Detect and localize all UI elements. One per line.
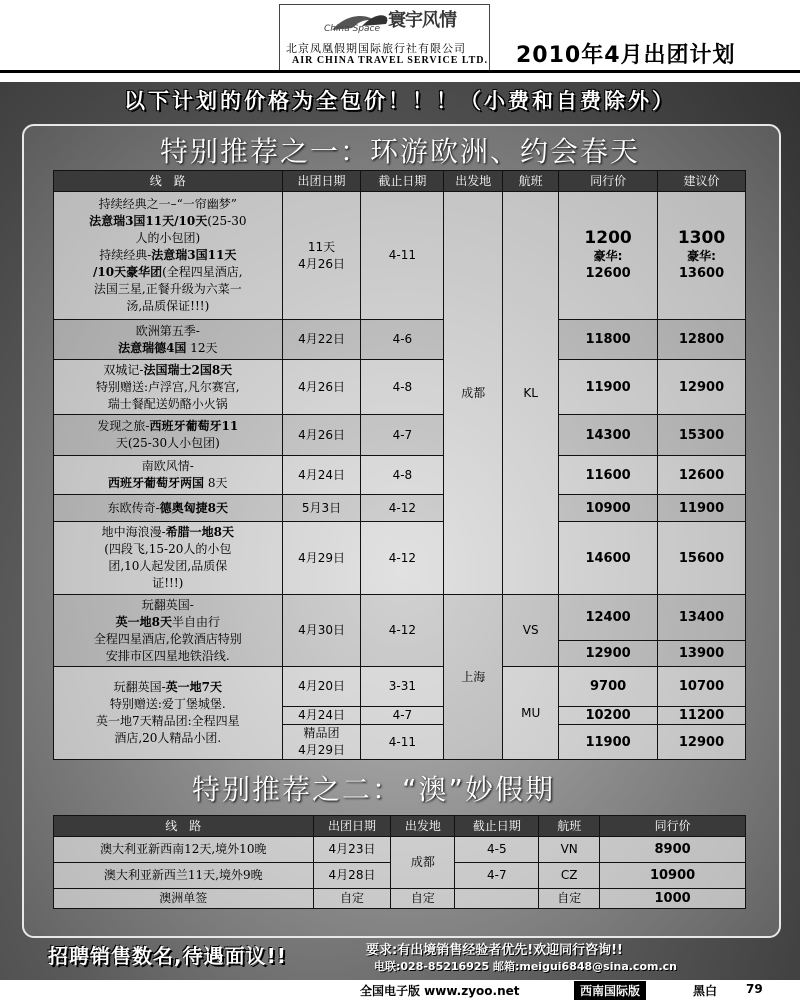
deadline-cell bbox=[455, 889, 539, 909]
table-header-row bbox=[54, 171, 746, 192]
header-peer-price: 同行价 bbox=[600, 816, 746, 837]
route-text: (全程四星酒店, bbox=[162, 265, 243, 279]
peer-price-cell: 12400 bbox=[559, 595, 658, 641]
route-text: 欧洲第五季- bbox=[135, 323, 200, 338]
suggested-price-cell: 12900 bbox=[658, 360, 746, 415]
peer-price-cell: 14300 bbox=[559, 415, 658, 456]
price-text: 1300 bbox=[677, 227, 726, 248]
peer-price-cell: 11900 bbox=[559, 725, 658, 760]
deadline-cell: 4-11 bbox=[361, 192, 444, 320]
date-cell: 4月30日 bbox=[282, 595, 361, 667]
route-text: 半自由行 bbox=[171, 614, 220, 629]
suggested-price-cell: 15300 bbox=[658, 415, 746, 456]
date-cell: 4月22日 bbox=[282, 320, 361, 360]
route-text: 法国瑞士2国8天 bbox=[143, 362, 233, 377]
section2-title: 特别推荐之二：“澳”妙假期 bbox=[192, 773, 556, 806]
route-text: 人的小包团) bbox=[135, 231, 201, 245]
flight-cell: VN bbox=[539, 837, 600, 863]
header-origin: 出发地 bbox=[444, 171, 503, 192]
page-number: 79 bbox=[746, 982, 763, 996]
route-text: 8天 bbox=[207, 476, 228, 490]
route-text: 酒店,20人精品小团. bbox=[114, 731, 222, 745]
suggested-price-cell: 15600 bbox=[658, 522, 746, 595]
route-text: 英一地7天精品团:全程四星 bbox=[95, 714, 240, 728]
logo-chinese-name: 寰宇风情 bbox=[388, 10, 456, 31]
date-cell: 4月26日 bbox=[282, 360, 361, 415]
route-text: 证!!!) bbox=[152, 576, 184, 590]
date-cell: 4月20日 bbox=[282, 667, 361, 707]
suggested-price-cell: 12800 bbox=[658, 320, 746, 360]
header-route: 线 路 bbox=[54, 171, 283, 192]
route-text: 南欧风情- bbox=[141, 459, 194, 473]
table-row bbox=[54, 495, 746, 522]
route-text: 法意瑞3国11天/10天 bbox=[89, 214, 208, 228]
date-cell: 4月24日 bbox=[282, 707, 361, 725]
table-row bbox=[54, 667, 746, 707]
route-text: (25-30 bbox=[207, 214, 247, 228]
route-text: 瑞士餐配送奶酪小火锅 bbox=[107, 396, 228, 411]
route-cell bbox=[54, 495, 283, 522]
deadline-cell: 4-6 bbox=[361, 320, 444, 360]
route-cell bbox=[54, 456, 283, 495]
route-cell: 澳大利亚新西南12天,境外10晚 bbox=[54, 837, 314, 863]
price-text: 13600 bbox=[678, 265, 725, 281]
route-text: (四段飞,15-20人的小包 bbox=[104, 542, 232, 556]
header-divider bbox=[0, 70, 800, 73]
flight-cell-vs: VS bbox=[503, 595, 559, 667]
date-cell: 5月3日 bbox=[282, 495, 361, 522]
table-row bbox=[54, 456, 746, 495]
header-suggested-price: 建议价 bbox=[658, 171, 746, 192]
route-cell bbox=[54, 415, 283, 456]
header-peer-price: 同行价 bbox=[559, 171, 658, 192]
origin-cell: 自定 bbox=[391, 889, 455, 909]
peer-price-cell: 12900 bbox=[559, 641, 658, 667]
route-text: 英一地8天 bbox=[115, 614, 172, 629]
price-label: 豪华: bbox=[687, 248, 716, 263]
deadline-cell: 4-7 bbox=[361, 415, 444, 456]
route-cell: 澳洲单签 bbox=[54, 889, 314, 909]
date-cell: 4月28日 bbox=[313, 863, 391, 889]
suggested-price-cell: 10700 bbox=[658, 667, 746, 707]
route-text: 东欧传奇- bbox=[107, 500, 160, 515]
route-text: 天(25-30人小包团) bbox=[115, 436, 220, 450]
route-cell bbox=[54, 667, 283, 760]
peer-price-cell: 14600 bbox=[559, 522, 658, 595]
header-deadline: 截止日期 bbox=[455, 816, 539, 837]
logo-english-small: China Space bbox=[324, 24, 380, 34]
route-cell bbox=[54, 360, 283, 415]
price-banner: 以下计划的价格为全包价！！！（小费和自费除外） bbox=[124, 89, 676, 113]
peer-price-cell: 10900 bbox=[559, 495, 658, 522]
peer-price-cell: 9700 bbox=[559, 667, 658, 707]
deadline-cell: 4-12 bbox=[361, 595, 444, 667]
date-cell bbox=[282, 725, 361, 760]
route-text: 玩翻英国- bbox=[113, 680, 166, 694]
route-text: 西班牙葡萄牙两国 bbox=[108, 476, 205, 490]
route-text: 西班牙葡萄牙11 bbox=[149, 419, 239, 433]
price-text: 1200 bbox=[584, 227, 632, 248]
peer-price-cell: 10200 bbox=[559, 707, 658, 725]
route-text: 汤,品质保证!!!) bbox=[126, 299, 210, 313]
route-text: 希腊一地8天 bbox=[165, 525, 234, 539]
peer-price-cell: 8900 bbox=[600, 837, 746, 863]
table-row bbox=[54, 522, 746, 595]
date-cell: 4月23日 bbox=[313, 837, 391, 863]
header-date: 出团日期 bbox=[282, 171, 361, 192]
date-text: 精品团 bbox=[303, 726, 340, 740]
route-text: 团,10人起发团,品质保 bbox=[108, 559, 228, 573]
section1-title: 特别推荐之一：环游欧洲、约会春天 bbox=[160, 135, 641, 168]
suggested-price-cell: 11900 bbox=[658, 495, 746, 522]
deadline-cell: 4-12 bbox=[361, 522, 444, 595]
suggested-price-cell: 13900 bbox=[658, 641, 746, 667]
recruit-notice: 招聘销售数名,待遇面议!! bbox=[48, 944, 287, 968]
route-text: 法意瑞德4国 bbox=[118, 340, 187, 355]
price-text: 12600 bbox=[585, 265, 631, 281]
peer-price-cell: 11800 bbox=[559, 320, 658, 360]
peer-price-cell: 10900 bbox=[600, 863, 746, 889]
date-text: 11天 bbox=[307, 239, 336, 254]
route-text: 法国三星,正餐升级为六菜一 bbox=[93, 282, 242, 296]
route-text: 法意瑞3国11天 bbox=[151, 248, 237, 262]
deadline-cell: 4-7 bbox=[361, 707, 444, 725]
flight-cell: 自定 bbox=[539, 889, 600, 909]
suggested-price-cell: 11200 bbox=[658, 707, 746, 725]
route-text: 持续经典之一–“一帘幽梦” bbox=[98, 197, 237, 211]
route-text: 全程四星酒店,伦敦酒店特别 bbox=[93, 631, 242, 646]
route-text: 持续经典- bbox=[99, 248, 152, 262]
table-row bbox=[54, 320, 746, 360]
deadline-cell: 4-12 bbox=[361, 495, 444, 522]
route-cell bbox=[54, 320, 283, 360]
header-date: 出团日期 bbox=[313, 816, 391, 837]
date-cell bbox=[282, 192, 361, 320]
suggested-price-cell: 12600 bbox=[658, 456, 746, 495]
route-text: 发现之旅- bbox=[97, 419, 150, 433]
table-row bbox=[54, 837, 746, 863]
header-route: 线 路 bbox=[54, 816, 314, 837]
origin-cell-chengdu: 成都 bbox=[391, 837, 455, 889]
contact-info: 电联:028-85216925 邮箱:meigui6848@sina.com.cn bbox=[374, 960, 677, 973]
deadline-cell: 3-31 bbox=[361, 667, 444, 707]
peer-price-cell bbox=[559, 192, 658, 320]
suggested-price-cell bbox=[658, 192, 746, 320]
suggested-price-cell: 13400 bbox=[658, 595, 746, 641]
header-flight: 航班 bbox=[539, 816, 600, 837]
peer-price-cell: 1000 bbox=[600, 889, 746, 909]
route-cell: 澳大利亚新西兰11天,境外9晚 bbox=[54, 863, 314, 889]
route-text: 德奥匈捷8天 bbox=[159, 500, 228, 515]
footer-color-mode: 黑白 bbox=[693, 984, 718, 998]
peer-price-cell: 11600 bbox=[559, 456, 658, 495]
australia-tour-table bbox=[53, 815, 746, 909]
route-text: 12天 bbox=[190, 340, 218, 355]
europe-tour-table bbox=[53, 170, 746, 760]
table-header-row bbox=[54, 816, 746, 837]
company-name-en: AIR CHINA TRAVEL SERVICE LTD. bbox=[292, 55, 489, 66]
route-text: 地中海浪漫- bbox=[101, 525, 166, 539]
table-row bbox=[54, 192, 746, 320]
price-label: 豪华: bbox=[593, 248, 623, 263]
route-text: 安排市区四星地铁沿线. bbox=[105, 648, 230, 663]
date-cell: 4月29日 bbox=[282, 522, 361, 595]
table-row bbox=[54, 360, 746, 415]
flight-cell-mu: MU bbox=[503, 667, 559, 760]
deadline-cell: 4-8 bbox=[361, 360, 444, 415]
route-cell bbox=[54, 595, 283, 667]
flight-cell: CZ bbox=[539, 863, 600, 889]
route-text: 英一地7天 bbox=[165, 680, 222, 694]
table-row bbox=[54, 595, 746, 641]
date-text: 4月29日 bbox=[298, 743, 345, 757]
header-origin: 出发地 bbox=[391, 816, 455, 837]
origin-cell-chengdu: 成都 bbox=[444, 192, 503, 595]
company-name-cn: 北京凤凰假期国际旅行社有限公司 bbox=[286, 42, 466, 55]
route-text: /10天豪华团 bbox=[93, 265, 163, 279]
deadline-cell: 4-8 bbox=[361, 456, 444, 495]
date-cell: 4月26日 bbox=[282, 415, 361, 456]
date-cell: 自定 bbox=[313, 889, 391, 909]
route-cell bbox=[54, 192, 283, 320]
recruit-requirement: 要求:有出境销售经验者优先!欢迎同行咨询!! bbox=[366, 943, 623, 958]
peer-price-cell: 11900 bbox=[559, 360, 658, 415]
header-deadline: 截止日期 bbox=[361, 171, 444, 192]
suggested-price-cell: 12900 bbox=[658, 725, 746, 760]
route-cell bbox=[54, 522, 283, 595]
header-flight: 航班 bbox=[503, 171, 559, 192]
date-cell: 4月24日 bbox=[282, 456, 361, 495]
table-row bbox=[54, 889, 746, 909]
plan-title: 2010年4月出团计划 bbox=[516, 43, 736, 68]
footer-edition-tag: 西南国际版 bbox=[574, 981, 646, 1000]
route-text: 特别赠送:爱丁堡城堡. bbox=[109, 697, 226, 711]
date-text: 4月26日 bbox=[298, 256, 345, 271]
flight-cell-kl: KL bbox=[503, 192, 559, 595]
deadline-cell: 4-11 bbox=[361, 725, 444, 760]
deadline-cell: 4-7 bbox=[455, 863, 539, 889]
route-text: 玩翻英国- bbox=[141, 597, 194, 612]
footer-edition: 全国电子版 www.zyoo.net bbox=[360, 984, 520, 998]
route-text: 特别赠送:卢浮宫,凡尔赛宫, bbox=[95, 379, 240, 394]
origin-cell-shanghai: 上海 bbox=[444, 595, 503, 760]
route-text: 双城记- bbox=[103, 362, 144, 377]
table-row bbox=[54, 415, 746, 456]
deadline-cell: 4-5 bbox=[455, 837, 539, 863]
